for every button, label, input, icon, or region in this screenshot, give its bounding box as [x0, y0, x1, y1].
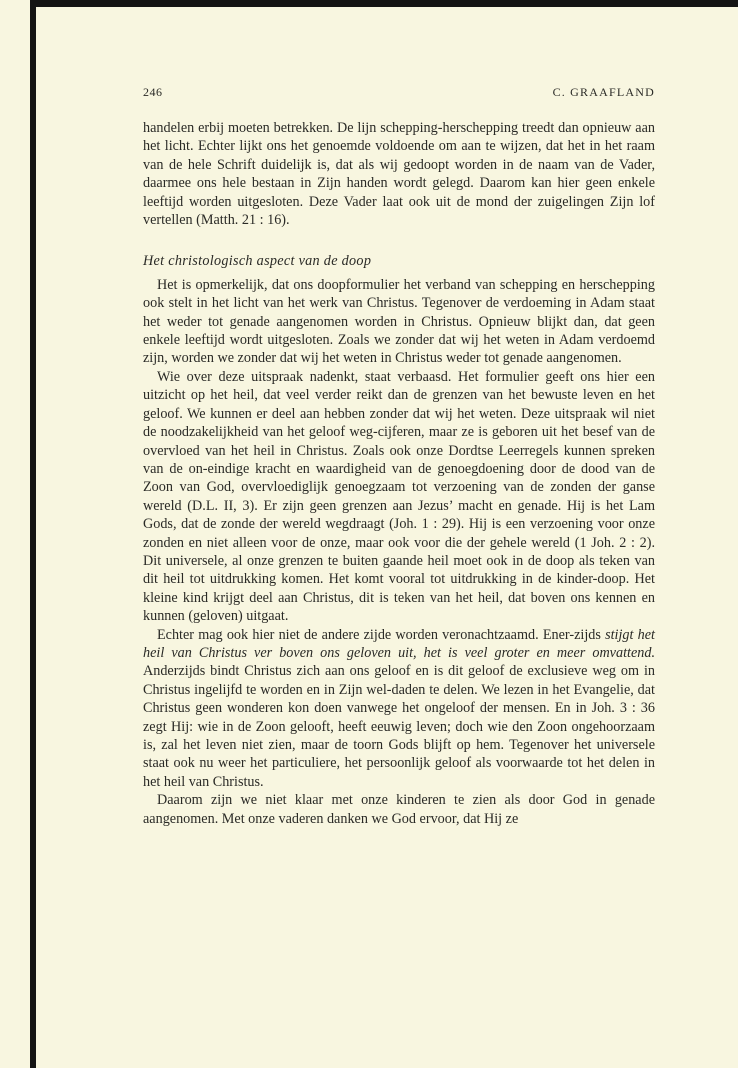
- paragraph-lead: Echter mag ook hier niet de andere zijde worden veronachtzaamd. Ener-zijds: [157, 626, 606, 643]
- body-text: [143, 119, 655, 828]
- paragraph: Daarom zijn we niet klaar met onze kinderen te zien als door God in genade aangenomen. Met onze vaderen danken we God ervoor, dat Hij ze: [143, 792, 655, 827]
- paragraph: handelen erbij moeten betrekken. De lijn schepping-herschepping treedt dan opnieuw aan het licht. Echter lijkt ons het genoemde voldoende om aan te wijzen, dat het in het raam van de hele Schrift duidelijk is, dat als wij gedoopt worden in de naam van de Vader, daarmee ons hele bestaan in Zijn handen wordt gelegd. Daarom kan hier geen enkele leeftijd worden uitgesloten. Deze Vader laat ook uit de mond der zuigelingen Zijn lof vertellen (Matth. 21 : 16).: [143, 120, 655, 229]
- scan-edge-top: [30, 0, 738, 7]
- section-heading: Het christologisch aspect van de doop: [143, 253, 372, 270]
- paragraph-rest: Anderzijds bindt Christus zich aan ons geloof en is dit geloof de exclusieve weg om in Christus ingelijfd te worden en in Zijn wel-daden te delen. We lezen in het Evangelie, dat Christus geen wonderen kon doen vanwege het ongeloof der mensen. En in Joh. 3 : 36 zegt Hij: wie in de Zoon gelooft, heeft eeuwig leven; doch wie den Zoon ongehoorzaam is, zal het leven niet zien, maar de toorn Gods blijft op hem. Tegenover het universele staat ook nu weer het particuliere, het persoonlijk geloof als voorwaarde tot het delen in het heil van Christus.: [143, 663, 655, 790]
- page-number: 246: [143, 85, 163, 99]
- running-head-author: C. GRAAFLAND: [552, 85, 655, 99]
- paragraph: Het is opmerkelijk, dat ons doopformulier het verband van schepping en herschepping ook stelt in het licht van het werk van Christus. Tegenover de verdoeming in Adam staat het weder tot genade aangenomen worden in Christus. Opnieuw blijkt dan, dat geen enkele leeftijd wordt uitgesloten. Zoals we zonder dat wij het weten in Adam verdoemd zijn, worden we zonder dat wij het weten in Christus weder tot genade aangenomen.: [143, 276, 655, 367]
- paragraph: [143, 626, 655, 792]
- text-block: [143, 85, 655, 828]
- paragraph: Wie over deze uitspraak nadenkt, staat verbaasd. Het formulier geeft ons hier een uitzicht op het heil, dat veel verder reikt dan de grenzen van het bewuste leven en het geloof. We kunnen er deel aan hebben zonder dat wij het weten. Deze uitspraak wil niet de noodzakelijkheid van het geloof weg-cijferen, maar ze is geboren uit het besef van de overvloed van het heil in Christus. Zoals ook onze Dordtse Leerregels kunnen spreken van de on-eindige kracht en waardigheid van de genoegdoening door de dood van de Zoon van God, overvloediglijk genoegzaam tot verzoening van de zonden der ganse wereld (D.L. II, 3). Er zijn geen grenzen aan Jezus’ macht en genade. Hij is het Lam Gods, dat de zonde der wereld wegdraagt (Joh. 1 : 29). Hij is een verzoening voor onze zonden en niet alleen voor de onze, maar ook voor die der gehele wereld (1 Joh. 2 : 2). Dit universele, al onze grenzen te buiten gaande heil moet ook in de doop als teken van dit heil tot uitdrukking komen. Het komt vooral tot uitdrukking in de kinder-doop. Het kleine kind krijgt deel aan Christus, dit is teken van het heil, dat boven ons kennen en kunnen (geloven) uitgaat.: [143, 368, 655, 625]
- scan-edge-left: [30, 0, 36, 1068]
- running-header: [143, 85, 655, 107]
- italic-emphasis: stijgt het heil van Christus ver boven ons geloven uit, het is veel groter en meer omvattend.: [143, 626, 655, 661]
